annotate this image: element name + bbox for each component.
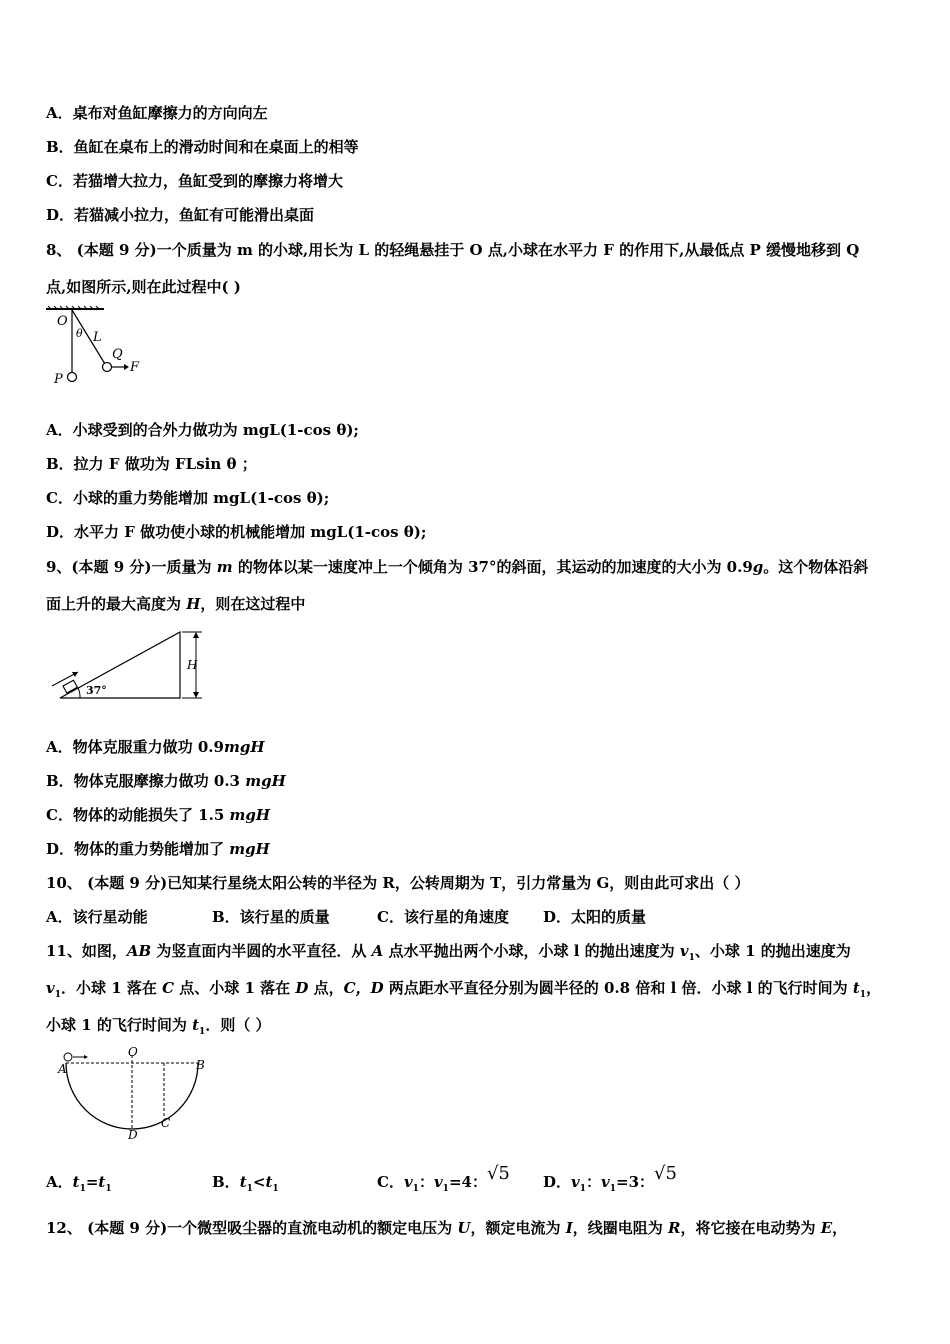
- q11-stem-line1: 11、如图，AB 为竖直面内半圆的水平直径．从 A 点水平抛出两个小球，小球 l 的抛出速度为 $v_1$、小球 1 的抛出速度为: [46, 942, 851, 963]
- sqrt5-d: √5: [654, 1163, 677, 1184]
- q7-option-d: D．若猫减小拉力，鱼缸有可能滑出桌面: [46, 206, 315, 224]
- pendulum-figure: [46, 306, 146, 390]
- q7-option-c: C．若猫增大拉力，鱼缸受到的摩擦力将增大: [46, 172, 343, 190]
- q8-option-a: A．小球受到的合外力做功为 mgL(1-cos θ);: [46, 421, 359, 439]
- q10-option-d: D．太阳的质量: [543, 908, 647, 926]
- q7-option-a: A．桌布对鱼缸摩擦力的方向向左: [46, 104, 268, 122]
- label-p: P: [54, 372, 63, 387]
- q9-option-c: C．物体的动能损失了 1.5 mgH: [46, 806, 271, 824]
- label-f: F: [130, 360, 140, 375]
- incline-figure: [50, 628, 210, 703]
- q9-stem-line1: 9、(本题 9 分)一质量为 m 的物体以某一速度冲上一个倾角为 37°的斜面，其运动的加速度的大小为 0.9g。这个物体沿斜: [46, 558, 869, 576]
- q10-option-b: B．该行星的质量: [212, 908, 330, 926]
- q9-stem-line2: 面上升的最大高度为 H，则在这过程中: [46, 595, 306, 613]
- label-b: B: [196, 1058, 205, 1072]
- q9-option-a: A．物体克服重力做功 0.9mgH: [46, 738, 265, 756]
- label-o: O: [128, 1045, 138, 1059]
- label-theta: θ: [76, 327, 83, 340]
- label-a: A: [58, 1062, 67, 1076]
- label-o: O: [57, 314, 68, 329]
- q8-option-b: B．拉力 F 做功为 FLsin θ ；: [46, 455, 257, 473]
- q11-stem-line3: 小球 1 的飞行时间为 $t_1$．则（ ）: [46, 1016, 271, 1037]
- q11-option-c: C．$v_1$：$v_1=4$：√5: [377, 1163, 510, 1194]
- q8-stem-line1: 8、 (本题 9 分)一个质量为 m 的小球,用长为 L 的轻绳悬挂于 O 点,小球在水平力 F 的作用下,从最低点 P 缓慢地移到 Q: [46, 241, 860, 259]
- sqrt5-c: √5: [486, 1163, 510, 1184]
- q10-option-a: A．该行星动能: [46, 908, 148, 926]
- label-q: Q: [112, 347, 123, 362]
- semicircle-figure: [46, 1045, 216, 1140]
- label-angle: 37°: [86, 684, 107, 697]
- label-c: C: [161, 1116, 171, 1130]
- q10-stem: 10、 (本题 9 分)已知某行星绕太阳公转的半径为 R，公转周期为 T，引力常量为 G，则由此可求出（ ）: [46, 874, 750, 892]
- q11-stem-line2: $v_1$．小球 1 落在 C 点、小球 1 落在 D 点，C，D 两点距水平直径分别为圆半径的 0.8 倍和 l 倍．小球 l 的飞行时间为 $t_1$，: [46, 979, 882, 1000]
- q10-option-c: C．该行星的角速度: [377, 908, 509, 926]
- label-l: L: [93, 330, 102, 345]
- q11-option-d: D．$v_1$：$v_1=3$：√5: [543, 1163, 677, 1194]
- q8-option-d: D．水平力 F 做功使小球的机械能增加 mgL(1-cos θ);: [46, 523, 427, 541]
- label-d: D: [128, 1128, 138, 1142]
- q9-option-b: B．物体克服摩擦力做功 0.3 mgH: [46, 772, 286, 790]
- q8-option-c: C．小球的重力势能增加 mgL(1-cos θ);: [46, 489, 330, 507]
- q9-option-d: D．物体的重力势能增加了 mgH: [46, 840, 270, 858]
- q12-stem-line1: 12、 (本题 9 分)一个微型吸尘器的直流电动机的额定电压为 U，额定电流为 I，线圈电阻为 R，将它接在电动势为 E，: [46, 1219, 848, 1237]
- q11-option-a: A．$t_1=t_1$: [46, 1173, 112, 1194]
- q11-option-b: B．$t_1<t_1$: [212, 1173, 279, 1194]
- q7-option-b: B．鱼缸在桌布上的滑动时间和在桌面上的相等: [46, 138, 359, 156]
- q8-stem-line2: 点,如图所示,则在此过程中( ): [46, 278, 241, 296]
- label-h: H: [187, 658, 198, 672]
